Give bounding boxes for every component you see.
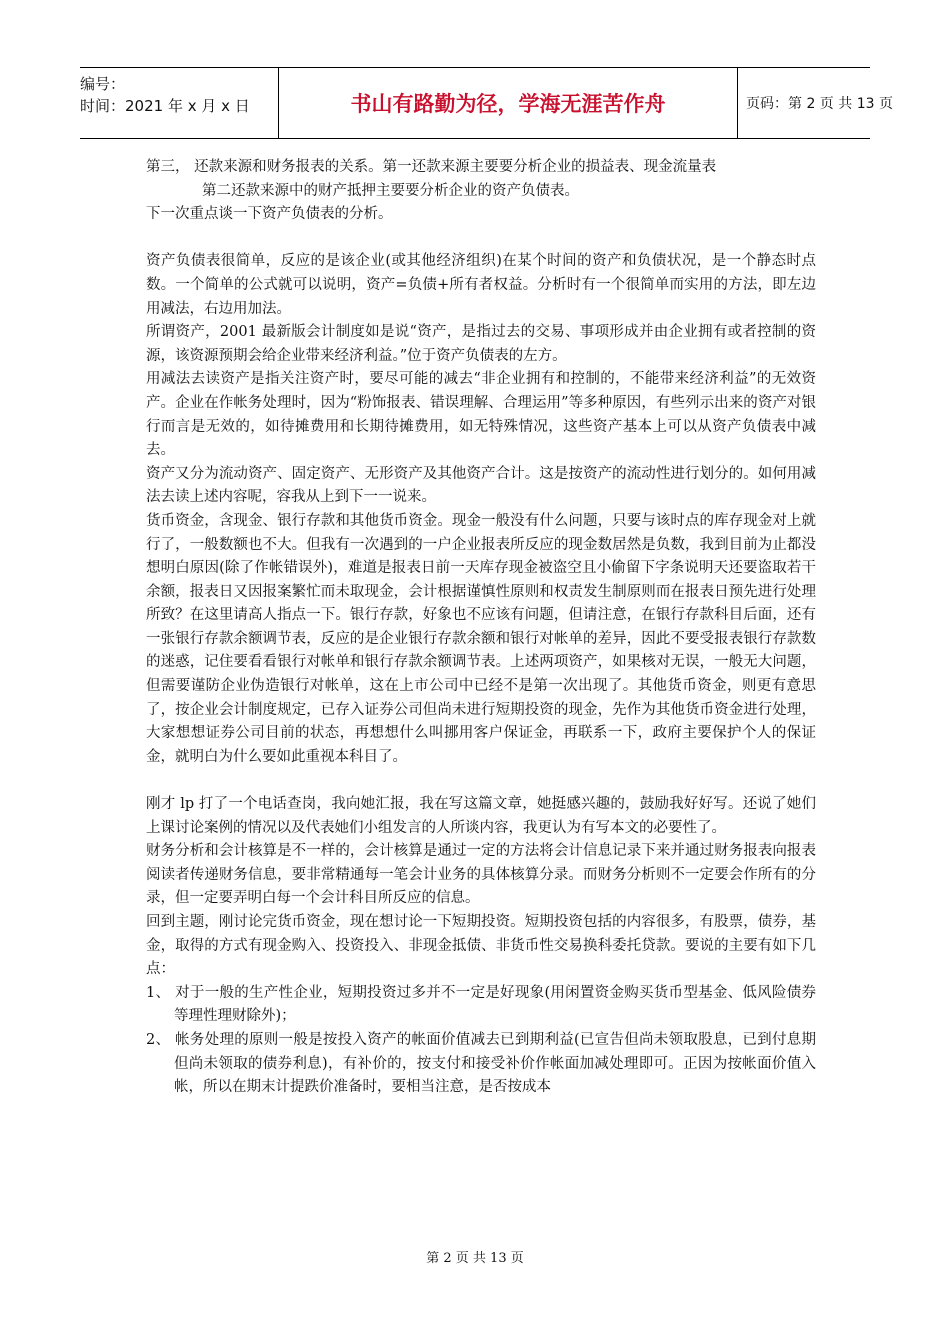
paragraph-monetary-funds: 货币资金，含现金、银行存款和其他货币资金。现金一般没有什么问题，只要与该时点的库存现金对上就行了，一般数额也不大。但我有一次遇到的一户企业报表所反应的现金数居然是负数，我到目前为止都没想明白原因(除了作帐错误外)，难道是报表日前一天库存现金被盗空且小偷留下字条说明天还要盗取若干余额，报表日又因报案繁忙而未取现金，会计根据谨慎性原则和权责发生制原则而在报表日预先进行处理所致？在这里请高人指点一下。银行存款，好象也不应该有问题，但请注意，在银行存款科目后面，还有一张银行存款余额调节表，反应的是企业银行存款余额和银行对帐单的差异，因此不要受报表银行存款数的迷惑，记住要看看银行对帐单和银行存款余额调节表。上述两项资产，如果核对无误，一般无大问题，但需要谨防企业伪造银行对帐单，这在上市公司中已经不是第一次出现了。其他货币资金，则更有意思了，按企业会计制度规定，已存入证券公司但尚未进行短期投资的现金，先作为其他货币资金进行处理，大家想想证券公司目前的状态，再想想什么叫挪用客户保证金，再联系一下，政府主要保护个人的保证金，就明白为什么要如此重视本科目了。: [146, 512, 816, 765]
document-number-label: 编号：: [80, 75, 126, 93]
header-motto: 书山有路勤为径，学海无涯苦作舟: [350, 92, 666, 116]
list-item: 1、 对于一般的生产性企业，短期投资过多并不一定是好现象(用闲置资金购买货币型基金、低风险债券等理性理财除外)；: [146, 984, 816, 1025]
page-header: [80, 67, 893, 139]
header-left-cell: [80, 68, 278, 138]
blank-line: [146, 769, 816, 793]
page-footer: 第 2 页 共 13 页: [426, 1251, 524, 1266]
header-page-number: 页码：第 2 页 共 13 页: [746, 96, 893, 112]
paragraph-subtraction-method: 用减法去读资产是指关注资产时，要尽可能的减去“非企业拥有和控制的，不能带来经济利益”的无效资产。企业在作帐务处理时，因为“粉饰报表、错误理解、合理运用”等多种原因，有些列示出来的资产对银行而言是无效的，如待摊费用和长期待摊费用，如无特殊情况，这些资产基本上可以从资产负债表中减去。: [146, 371, 816, 459]
paragraph-repayment-source-continued: 第二还款来源中的财产抵押主要要分析企业的资产负债表。: [202, 182, 579, 199]
paragraph-asset-definition: 所谓资产，2001 最新版会计制度如是说“资产，是指过去的交易、事项形成并由企业拥有或者控制的资源，该资源预期会给企业带来经济利益。”位于资产负债表的左方。: [146, 324, 816, 364]
paragraph-asset-categories: 资产又分为流动资产、固定资产、无形资产及其他资产合计。这是按资产的流动性进行划分的。如何用减法去读上述内容呢，容我从上到下一一说来。: [146, 465, 816, 506]
blank-line: [146, 227, 816, 251]
paragraph-analysis-vs-accounting: 财务分析和会计核算是不一样的，会计核算是通过一定的方法将会计信息记录下来并通过财务报表向报表阅读者传递财务信息，要非常精通每一笔会计业务的具体核算分录。而财务分析则不一定要会作所有的分录，但一定要弄明白每一个会计科目所反应的信息。: [146, 843, 816, 907]
paragraph-short-term-investment: 回到主题，刚讨论完货币资金，现在想讨论一下短期投资。短期投资包括的内容很多，有股票，债券，基金，取得的方式有现金购入、投资投入、非现金抵债、非货币性交易换科委托贷款。要说的主要有如下几点：: [146, 914, 816, 978]
paragraph-phone-call: 刚才 lp 打了一个电话查岗，我向她汇报，我在写这篇文章，她挺感兴趣的，鼓励我好好写。还说了她们上课讨论案例的情况以及代表她们小组发言的人所谈内容，我更认为有写本文的必要性了。: [146, 796, 816, 836]
paragraph-repayment-source: 第三， 还款来源和财务报表的关系。第一还款来源主要要分析企业的损益表、现金流量表: [146, 159, 717, 175]
header-motto-cell: [278, 68, 738, 138]
document-body: [146, 156, 816, 1100]
list-item: 2、 帐务处理的原则一般是按投入资产的帐面价值减去已到期利益(已宣告但尚未领取股息，已到付息期但尚未领取的债券利息)，有补价的，按支付和接受补价作帐面加减处理即可。正因为按帐面价值入帐，所以在期末计提跌价准备时，要相当注意，是否按成本: [146, 1031, 816, 1096]
paragraph-balance-sheet: 资产负债表很简单，反应的是该企业(或其他经济组织)在某个时间的资产和负债状况，是一个静态时点数。一个简单的公式就可以说明，资产=负债+所有者权益。分析时有一个很简单而实用的方法，即左边用减法，右边用加法。: [146, 253, 816, 317]
paragraph-next-topic: 下一次重点谈一下资产负债表的分析。: [146, 206, 393, 223]
header-page-cell: [736, 68, 893, 138]
document-time-label: 时间：2021 年 x 月 x 日: [80, 97, 250, 115]
